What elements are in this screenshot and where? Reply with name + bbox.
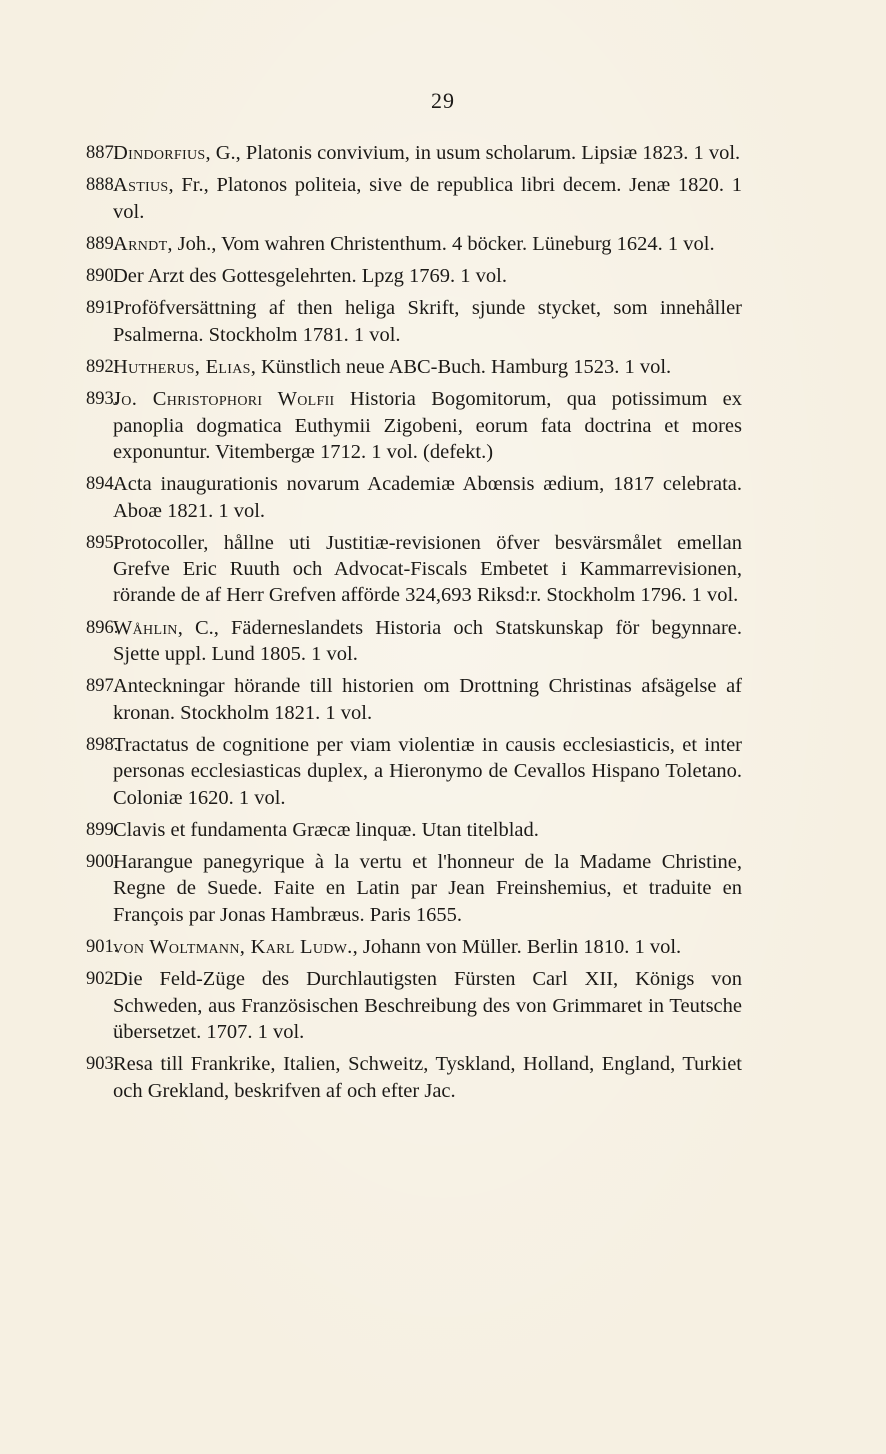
entry-text: Die Feld-Züge des Durchlautigsten Fürsten Carl XII, Königs von Schweden, aus Französischen Beschreibung des von Grimmaret in Teutsche übersetzet. 1707. 1 vol. <box>113 968 742 1043</box>
entry-number: 901. <box>86 937 119 958</box>
entry-text: Anteckningar hörande till historien om Drottning Christinas afsägelse af kronan. Stockholm 1821. 1 vol. <box>113 675 742 724</box>
entry-body <box>113 172 742 225</box>
entry-text: Harangue panegyrique à la vertu et l'honneur de la Madame Christine, Regne de Suede. Faite en Latin par Jean Freinshemius, et traduite en François par Jonas Hambræus. Paris 1655. <box>113 851 742 926</box>
entry-text: Historia Bogomitorum, qua potissimum ex panoplia dogmatica Euthymii Zigobeni, eorum fata doctrina et mores exponuntur. Vitembergæ 1712. 1 vol. (defekt.) <box>113 388 742 463</box>
entry-author: Arndt <box>113 232 168 255</box>
entry-text: Tractatus de cognitione per viam violentiæ in causis ecclesiasticis, et inter personas ecclesiasticas duplex, a Hieronymo de Cevallos Hispano Toletano. Coloniæ 1620. 1 vol. <box>113 733 742 809</box>
entry-author: Dindorfius <box>113 142 206 164</box>
entry-author: Astius <box>113 174 169 197</box>
entry-number: 892. <box>86 357 119 378</box>
catalog-entry <box>86 530 742 609</box>
entry-body <box>113 295 742 348</box>
entry-text: , Johann von Müller. Berlin 1810. 1 vol. <box>352 936 682 959</box>
entry-number: 894. <box>86 474 119 495</box>
catalog-entry <box>86 849 742 928</box>
entry-body <box>113 231 742 257</box>
entry-text: Protocoller, hållne uti Justitiæ-revisionen öfver besvärsmålet emellan Grefve Eric Ruuth och Advocat-Fiscals Embetet i Kammarrevisionen, rörande de af Herr Grefven afförde 324,693 Riksd:r. Stockholm 1796. 1 vol. <box>113 531 742 607</box>
catalog-entry <box>86 673 742 726</box>
catalog-entry <box>86 231 742 257</box>
entry-body <box>113 615 742 668</box>
entry-number: 895. <box>86 532 119 553</box>
entry-text: Clavis et fundamenta Græcæ linquæ. Utan titelblad. <box>113 818 539 841</box>
entry-body <box>113 934 742 960</box>
entry-text: Proföfversättning af then heliga Skrift, sjunde stycket, som innehåller Psalmerna. Stockholm 1781. 1 vol. <box>113 297 742 346</box>
entry-body <box>113 471 742 524</box>
catalog-entry <box>86 471 742 524</box>
entry-number: 893. <box>86 389 119 410</box>
catalog-entry <box>86 966 742 1045</box>
entry-body <box>113 673 742 726</box>
entry-number: 900. <box>86 852 119 873</box>
entry-author: Jo. Christophori Wolfii <box>113 388 335 411</box>
entry-author: von Woltmann, Karl Ludw. <box>113 936 353 959</box>
entry-body <box>113 817 742 843</box>
entry-body <box>113 1051 742 1104</box>
catalog-entry <box>86 386 742 465</box>
entry-body <box>113 849 742 928</box>
entry-number: 891. <box>86 298 119 319</box>
entry-body <box>113 263 742 289</box>
catalog-entry <box>86 172 742 225</box>
entry-number: 896. <box>86 617 119 638</box>
entry-number: 902. <box>86 969 119 990</box>
entry-body <box>113 354 742 380</box>
entry-body <box>113 966 742 1045</box>
entry-number: 890. <box>86 266 119 287</box>
entry-body <box>113 140 742 166</box>
entry-body <box>113 530 742 609</box>
entry-text: , Joh., Vom wahren Christenthum. 4 böcker. Lüneburg 1624. 1 vol. <box>167 232 715 255</box>
catalog-entry <box>86 1051 742 1104</box>
entry-text: Acta inaugurationis novarum Academiæ Abœnsis ædium, 1817 celebrata. Aboæ 1821. 1 vol. <box>113 473 742 522</box>
catalog-entry <box>86 732 742 811</box>
catalog-entries <box>86 140 742 1110</box>
catalog-entry <box>86 263 742 289</box>
catalog-entry <box>86 934 742 960</box>
entry-text: Resa till Frankrike, Italien, Schweitz, Tyskland, Holland, England, Turkiet och Grekland, beskrifven af och efter Jac. <box>113 1053 742 1102</box>
entry-text: , C., Fäderneslandets Historia och Statskunskap för begynnare. Sjette uppl. Lund 1805. 1 vol. <box>113 616 742 666</box>
entry-text: Der Arzt des Gottesgelehrten. Lpzg 1769. 1 vol. <box>113 265 507 288</box>
catalog-entry <box>86 615 742 668</box>
entry-body <box>113 386 742 465</box>
catalog-entry <box>86 354 742 380</box>
entry-author: Wåhlin <box>113 616 178 639</box>
entry-number: 903. <box>86 1054 119 1075</box>
entry-number: 887. <box>86 143 119 163</box>
entry-author: Hutherus, Elias <box>113 356 251 379</box>
page-number: 29 <box>431 88 455 113</box>
entry-text: , Künstlich neue ABC-Buch. Hamburg 1523. 1 vol. <box>250 356 672 379</box>
entry-number: 897. <box>86 676 119 697</box>
catalog-entry <box>86 295 742 348</box>
entry-number: 888. <box>86 175 119 196</box>
catalog-entry <box>86 140 742 166</box>
entry-text: , Fr., Platonos politeia, sive de republica libri decem. Jenæ 1820. 1 vol. <box>113 174 742 223</box>
catalog-entry <box>86 817 742 843</box>
entry-number: 899. <box>86 819 119 840</box>
entry-text: , G., Platonis convivium, in usum scholarum. Lipsiæ 1823. 1 vol. <box>205 142 741 164</box>
entry-number: 889. <box>86 233 119 254</box>
entry-body <box>113 732 742 811</box>
entry-number: 898. <box>86 734 119 755</box>
